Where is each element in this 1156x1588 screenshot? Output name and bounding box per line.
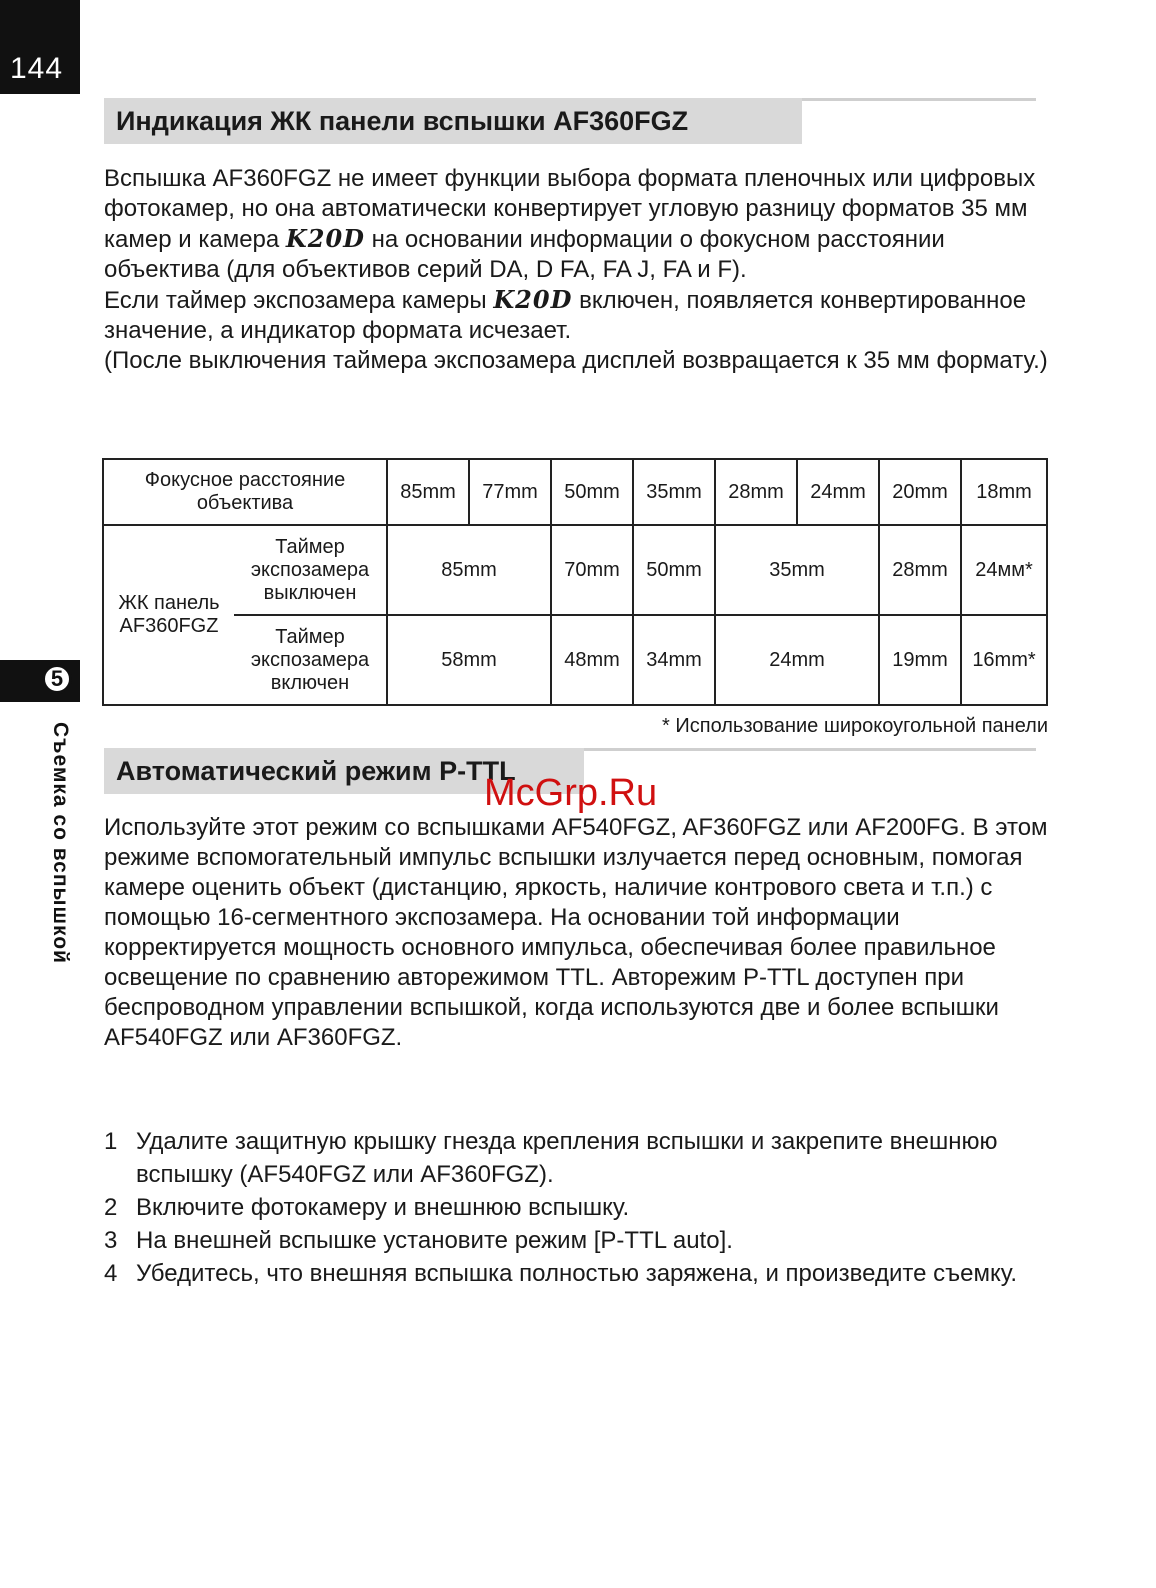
para1-text-a: Вспышка AF360FGZ не имеет функции выбора формата пленочных или цифровых фотокамер, но она автоматически конвертирует угловую разницу форматов 35 мм камер и камера [104, 165, 1036, 253]
table-header-row [103, 459, 1047, 525]
section1-para1 [104, 164, 1049, 285]
row-label: Таймер экспозамера включен [234, 615, 387, 705]
list-item [104, 1224, 1049, 1257]
para2-text-a: Если таймер экспозамера камеры [104, 287, 487, 314]
col-header: 77mm [469, 459, 551, 525]
focal-length-table [102, 458, 1048, 706]
header-rule [802, 98, 1036, 101]
col-header: 50mm [551, 459, 633, 525]
table-row [103, 615, 1047, 705]
list-item [104, 1125, 1049, 1191]
k20d-logo: K20D [285, 224, 365, 253]
col-header: 35mm [633, 459, 715, 525]
table-cell: 34mm [633, 615, 715, 705]
table-cell: 24mm [715, 615, 879, 705]
table-cell: 50mm [633, 525, 715, 615]
steps-list [104, 1125, 1049, 1290]
table-row [103, 525, 1047, 615]
table-cell: 28mm [879, 525, 961, 615]
chapter-title: Съемка со вспышкой [49, 722, 72, 964]
table-cell: 85mm [387, 525, 551, 615]
header-rule [584, 748, 1036, 751]
step-number: 4 [104, 1260, 118, 1287]
step-text: Убедитесь, что внешняя вспышка полностью заряжена, и произведите съемку. [136, 1260, 1017, 1287]
list-item [104, 1257, 1049, 1290]
para2-text-b: включен, появляется конвертированное значение, а индикатор формата исчезает. [104, 287, 1027, 344]
section1-body [104, 164, 1049, 376]
table-cell: 35mm [715, 525, 879, 615]
table-cell: 16mm* [961, 615, 1047, 705]
row-group-label: ЖК панель AF360FGZ [103, 525, 234, 705]
chapter-number: 5 [42, 664, 72, 694]
k20d-logo: K20D [493, 285, 573, 314]
list-item [104, 1191, 1049, 1224]
step-number: 1 [104, 1128, 118, 1155]
table-footnote: * Использование широкоугольной панели [662, 715, 1048, 737]
section1-para2 [104, 285, 1049, 346]
step-number: 2 [104, 1194, 118, 1221]
section2-body [104, 813, 1049, 1053]
section1-para3: (После выключения таймера экспозамера дисплей возвращается к 35 мм формату.) [104, 347, 1048, 374]
table-cell: 70mm [551, 525, 633, 615]
section-title-lcd: Индикация ЖК панели вспышки AF360FGZ [104, 98, 802, 144]
table-cell: 58mm [387, 615, 551, 705]
section-title-pttl: Автоматический режим P-TTL [104, 748, 584, 794]
col-header: 20mm [879, 459, 961, 525]
table-cell: 19mm [879, 615, 961, 705]
para1-text-b: на основании информации о фокусном расстоянии объектива (для объективов серий DA, D FA, FA J, FA и F). [104, 226, 945, 283]
col-header: 24mm [797, 459, 879, 525]
row-label: Таймер экспозамера выключен [234, 525, 387, 615]
page-number: 144 [10, 52, 64, 85]
section2-para: Используйте этот режим со вспышками AF540FGZ, AF360FGZ или AF200FG. В этом режиме вспомогательный импульс вспышки излучается перед основным, помогая камере оценить объект (дистанцию, яркость, наличие контрового света и т.п.) с помощью 16-сегментного экспозамера. На основании той информации корректируется мощность основного импульса, обеспечивая более правильное освещение по сравнению авторежимом TTL. Авторежим P-TTL доступен при беспроводном управлении вспышкой, когда используются две и более вспышки AF540FGZ или AF360FGZ. [104, 814, 1048, 1051]
col-header: 85mm [387, 459, 469, 525]
sidebar [0, 0, 80, 1588]
page-number-box [0, 0, 80, 94]
col-header: 18mm [961, 459, 1047, 525]
step-text: На внешней вспышке установите режим [P-TTL auto]. [136, 1227, 733, 1254]
col-header: 28mm [715, 459, 797, 525]
step-number: 3 [104, 1227, 118, 1254]
table-cell: 48mm [551, 615, 633, 705]
step-text: Включите фотокамеру и внешнюю вспышку. [136, 1194, 630, 1221]
step-text: Удалите защитную крышку гнезда крепления вспышки и закрепите внешнюю вспышку (AF540FGZ или AF360FGZ). [136, 1128, 998, 1188]
table-cell: 24мм* [961, 525, 1047, 615]
header-label: Фокусное расстояние объектива [103, 459, 387, 525]
watermark: McGrp.Ru [484, 772, 658, 814]
